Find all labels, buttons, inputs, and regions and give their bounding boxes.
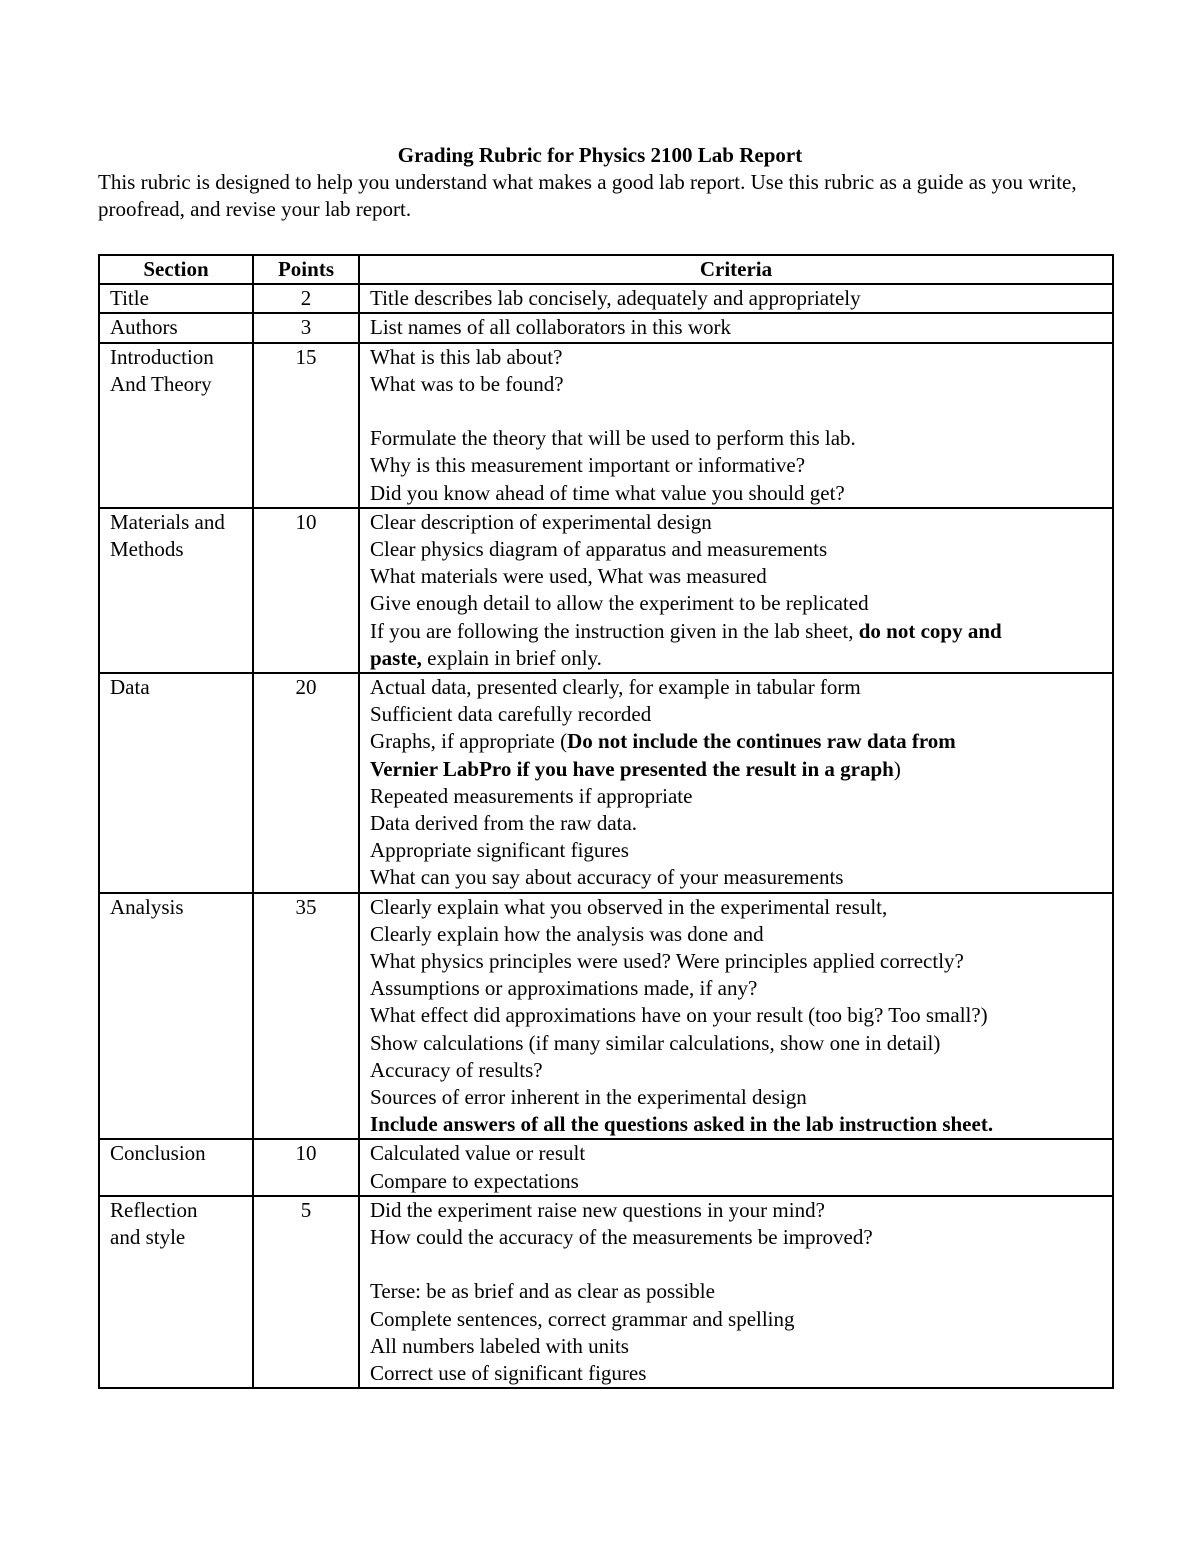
criteria-line: Complete sentences, correct grammar and spelling [370,1306,795,1331]
table-row [99,343,1113,508]
section-cell [99,284,253,313]
table-row [99,508,1113,673]
rubric-table [98,254,1114,1389]
section-cell [99,508,253,673]
points-cell: 35 [253,893,359,1140]
criteria-line: Clear description of experimental design [370,509,712,534]
section-cell [99,343,253,508]
page-title: Grading Rubric for Physics 2100 Lab Report [397,143,803,167]
criteria-line: All numbers labeled with units [370,1333,629,1358]
section-label: Authors [110,315,178,340]
header-section: Section [99,255,253,284]
criteria-line: Title describes lab concisely, adequately and appropriately [370,286,861,311]
criteria-line: What is this lab about? [370,344,563,369]
criteria-line: Appropriate significant figures [370,838,629,863]
rubric-body [99,284,1113,1388]
criteria-line: Include answers of all the questions asked in the lab instruction sheet. [370,1112,994,1137]
criteria-cell [359,1139,1113,1195]
criteria-line: Sufficient data carefully recorded [370,702,652,727]
section-cell [99,1139,253,1195]
criteria-line: How could the accuracy of the measurements be improved? [370,1225,873,1250]
table-row [99,313,1113,342]
criteria-line: Clearly explain what you observed in the experimental result, [370,894,888,919]
criteria-line: What physics principles were used? Were principles applied correctly? [370,949,964,974]
criteria-line: If you are following the instruction given in the lab sheet, do not copy and [370,618,1002,643]
criteria-line [370,398,1106,425]
table-header-row [99,255,1113,284]
criteria-cell [359,508,1113,673]
points-cell: 10 [253,508,359,673]
criteria-cell [359,343,1113,508]
section-label: Materials and [110,509,225,534]
criteria-line: Terse: be as brief and as clear as possible [370,1279,715,1304]
section-label: Conclusion [110,1141,206,1166]
criteria-line: Did you know ahead of time what value you should get? [370,480,845,505]
points-cell: 10 [253,1139,359,1195]
criteria-line: What effect did approximations have on your result (too big? Too small?) [370,1003,988,1028]
section-label: Reflection [110,1197,198,1222]
points-cell: 20 [253,673,359,893]
points-cell: 2 [253,284,359,313]
section-label: Analysis [110,894,184,919]
intro-paragraph: This rubric is designed to help you understand what makes a good lab report. Use this rubric as a guide as you write, proofread, and revise your lab report. [98,170,1077,221]
criteria-line: Repeated measurements if appropriate [370,783,693,808]
criteria-line: paste, explain in brief only. [370,645,602,670]
criteria-cell [359,1196,1113,1388]
criteria-line [370,1251,1106,1278]
criteria-line: What was to be found? [370,371,564,396]
criteria-line: Why is this measurement important or informative? [370,453,806,478]
section-label: and style [110,1225,186,1250]
section-label: Title [110,286,149,311]
table-row [99,893,1113,1140]
points-cell: 3 [253,313,359,342]
table-row [99,284,1113,313]
criteria-line: Formulate the theory that will be used to perform this lab. [370,426,856,451]
header-points: Points [253,255,359,284]
criteria-line: Show calculations (if many similar calculations, show one in detail) [370,1030,941,1055]
section-cell [99,893,253,1140]
criteria-line: Clear physics diagram of apparatus and measurements [370,537,828,562]
criteria-cell [359,673,1113,893]
criteria-line: Give enough detail to allow the experiment to be replicated [370,591,869,616]
table-row [99,1196,1113,1388]
criteria-line: Accuracy of results? [370,1057,543,1082]
criteria-line: Vernier LabPro if you have presented the result in a graph) [370,756,901,781]
header-criteria: Criteria [359,255,1113,284]
criteria-cell [359,284,1113,313]
criteria-line: Did the experiment raise new questions in your mind? [370,1197,825,1222]
section-cell [99,1196,253,1388]
section-label: Introduction [110,344,214,369]
points-cell: 5 [253,1196,359,1388]
criteria-line: Graphs, if appropriate (Do not include the continues raw data from [370,729,956,754]
table-row [99,673,1113,893]
criteria-cell [359,313,1113,342]
criteria-line: Assumptions or approximations made, if any? [370,976,758,1001]
table-row [99,1139,1113,1195]
criteria-line: Actual data, presented clearly, for example in tabular form [370,675,861,700]
criteria-cell [359,893,1113,1140]
criteria-line: Data derived from the raw data. [370,811,638,836]
section-label: And Theory [110,371,212,396]
section-label: Data [110,675,150,700]
criteria-line: What can you say about accuracy of your measurements [370,865,844,890]
criteria-line: Compare to expectations [370,1168,579,1193]
criteria-line: Correct use of significant figures [370,1361,647,1386]
criteria-line: What materials were used, What was measured [370,564,767,589]
criteria-line: Sources of error inherent in the experimental design [370,1085,807,1110]
criteria-line: Calculated value or result [370,1141,586,1166]
points-cell: 15 [253,343,359,508]
criteria-line: Clearly explain how the analysis was done and [370,921,764,946]
section-label: Methods [110,537,184,562]
section-cell [99,313,253,342]
section-cell [99,673,253,893]
criteria-line: List names of all collaborators in this work [370,315,732,340]
